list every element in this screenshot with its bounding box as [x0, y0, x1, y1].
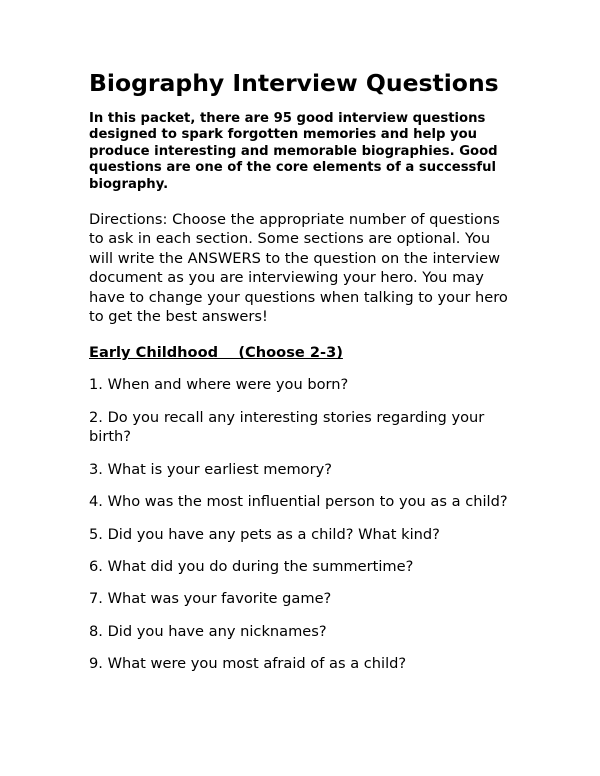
document-page	[89, 68, 519, 674]
document-title: Biography Interview Questions	[89, 69, 499, 97]
question-item: 6. What did you do during the summertime?	[89, 557, 414, 575]
directions-paragraph: Directions: Choose the appropriate number of questions to ask in each section. Some sections are optional. You will write the ANSWERS to the question on the interview document as you are interviewing your hero. You may have to change your questions when talking to your hero to get the best answers!	[89, 211, 508, 326]
question-item: 3. What is your earliest memory?	[89, 460, 332, 478]
question-list	[89, 375, 519, 673]
question-item: 1. When and where were you born?	[89, 376, 349, 394]
question-item: 9. What were you most afraid of as a child?	[89, 655, 407, 673]
question-item: 7. What was your favorite game?	[89, 590, 332, 608]
intro-paragraph: In this packet, there are 95 good interview questions designed to spark forgotten memories and help you produce interesting and memorable biographies. Good questions are one of the core elements of a successful biography.	[89, 111, 498, 192]
question-item: 4. Who was the most influential person to you as a child?	[89, 493, 508, 511]
question-item: 8. Did you have any nicknames?	[89, 622, 327, 640]
question-item: 2. Do you recall any interesting stories regarding your birth?	[89, 408, 485, 446]
question-item: 5. Did you have any pets as a child? What kind?	[89, 525, 440, 543]
section-heading-early-childhood: Early Childhood (Choose 2-3)	[89, 344, 343, 362]
